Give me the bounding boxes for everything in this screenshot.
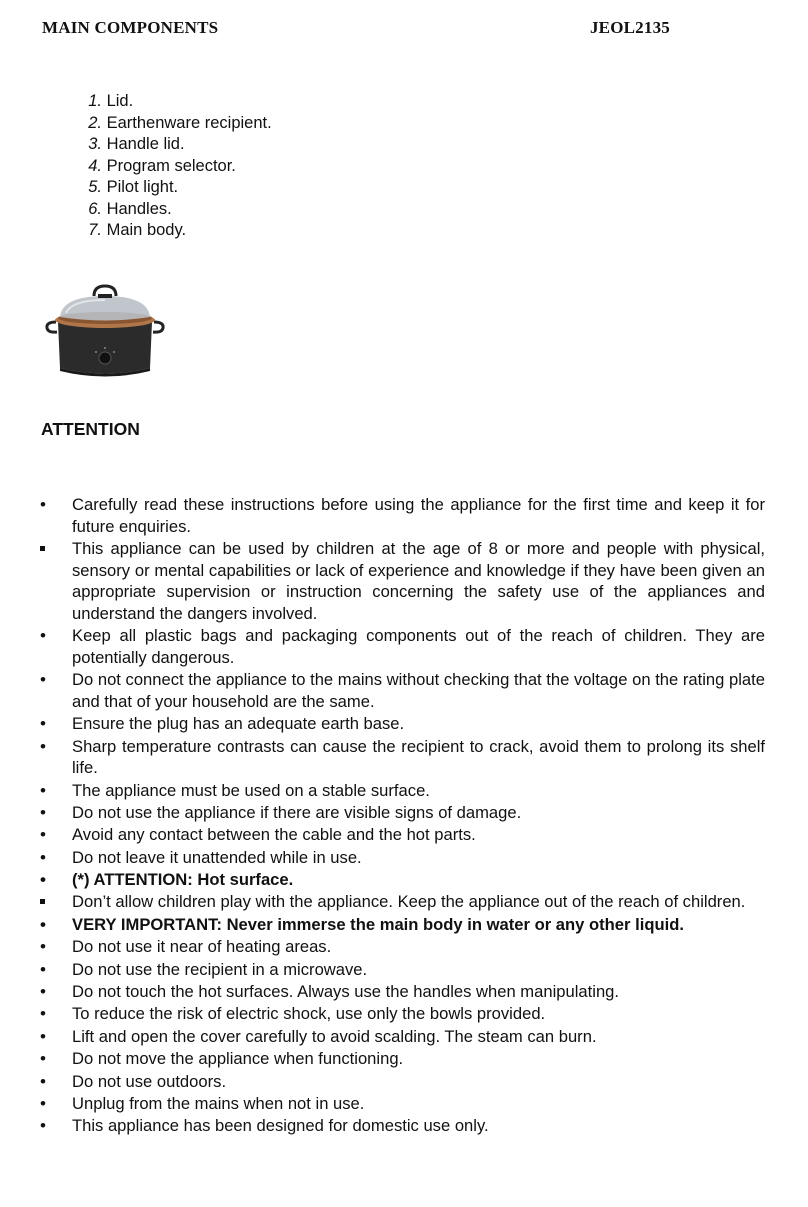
warning-item (0, 538, 765, 624)
warning-item (0, 1026, 765, 1048)
bullet-icon (40, 1003, 54, 1025)
bullet-icon (40, 936, 54, 958)
component-label: Main body. (106, 221, 187, 239)
warning-item (0, 824, 765, 846)
warning-text: Carefully read these instructions before using the appliance for the first time and keep it for future enquiries. (72, 495, 765, 536)
warning-text: To reduce the risk of electric shock, use only the bowls provided. (72, 1004, 546, 1024)
component-label: Program selector. (106, 156, 236, 175)
section-title: MAIN COMPONENTS (42, 18, 219, 37)
bullet-icon (40, 869, 54, 891)
component-number: 5. (88, 178, 102, 196)
warning-item (0, 802, 765, 824)
warning-item (0, 1071, 765, 1093)
warning-item (0, 713, 765, 735)
warning-item (0, 669, 765, 712)
bullet-icon (40, 802, 54, 824)
warning-text: Don’t allow children play with the appliance. Keep the appliance out of the reach of children. (72, 892, 746, 912)
warning-text: This appliance has been designed for domestic use only. (72, 1116, 489, 1136)
bullet-icon (40, 1115, 54, 1137)
bullet-icon (40, 625, 54, 647)
bullet-icon (40, 914, 54, 936)
warning-item (0, 936, 765, 958)
square-bullet-icon (40, 538, 54, 560)
bullet-icon (40, 1026, 54, 1048)
warning-text: Do not move the appliance when functioning. (72, 1049, 404, 1069)
component-number: 6. (88, 199, 102, 218)
slow-cooker-icon (42, 282, 168, 382)
warnings-list (0, 494, 808, 1138)
warning-text: (*) ATTENTION: Hot surface. (72, 870, 294, 890)
warning-text: VERY IMPORTANT: Never immerse the main body in water or any other liquid. (72, 914, 684, 934)
bullet-icon (40, 494, 54, 516)
components-list (64, 91, 272, 242)
warning-item (0, 847, 765, 869)
slow-cooker-image (42, 282, 168, 382)
component-label: Pilot light. (106, 178, 179, 196)
bullet-icon (40, 824, 54, 846)
warning-text: Do not use it near of heating areas. (72, 937, 332, 957)
warning-text: Lift and open the cover carefully to avoid scalding. The steam can burn. (72, 1026, 597, 1046)
component-number: 4. (88, 156, 102, 175)
bullet-icon (40, 959, 54, 981)
bullet-icon (40, 1071, 54, 1093)
warning-item (0, 891, 765, 913)
component-label: Handle lid. (106, 135, 185, 153)
warning-text: Sharp temperature contrasts can cause the recipient to crack, avoid them to prolong its shelf life. (72, 736, 765, 778)
warning-text: Unplug from the mains when not in use. (72, 1093, 365, 1113)
warning-text: Do not use the recipient in a microwave. (72, 959, 368, 979)
component-number: 2. (88, 113, 102, 132)
warning-item (0, 1093, 765, 1115)
warning-text: Do not use outdoors. (72, 1071, 227, 1091)
component-item (64, 199, 272, 221)
warning-text: Ensure the plug has an adequate earth base. (72, 714, 405, 734)
component-number: 7. (88, 221, 102, 239)
bullet-icon (40, 847, 54, 869)
model-number: JEOL2135 (589, 18, 670, 37)
warning-item (0, 914, 765, 936)
component-label: Lid. (106, 92, 134, 110)
warning-item (0, 494, 765, 537)
warning-item (0, 736, 765, 779)
bullet-icon (40, 1048, 54, 1070)
warning-item (0, 959, 765, 981)
warning-item (0, 1003, 765, 1025)
warning-item (0, 1048, 765, 1070)
bullet-icon (40, 981, 54, 1003)
bullet-icon (40, 1093, 54, 1115)
component-item (64, 113, 272, 135)
warning-text: Do not use the appliance if there are visible signs of damage. (72, 802, 522, 822)
bullet-icon (40, 780, 54, 802)
component-item (64, 177, 272, 199)
component-number: 3. (88, 135, 102, 153)
attention-heading: ATTENTION (41, 419, 140, 439)
warning-text: Avoid any contact between the cable and the hot parts. (72, 825, 476, 845)
warning-item (0, 625, 765, 668)
warning-item (0, 1115, 765, 1137)
warning-text: Do not touch the hot surfaces. Always use the handles when manipulating. (72, 982, 620, 1002)
square-bullet-icon (40, 891, 54, 913)
warning-item (0, 869, 765, 891)
component-item (64, 156, 272, 178)
component-label: Handles. (106, 199, 172, 218)
warning-item (0, 780, 765, 802)
warning-text: Do not leave it unattended while in use. (72, 847, 362, 867)
component-item (64, 134, 272, 156)
component-label: Earthenware recipient. (106, 113, 272, 132)
component-number: 1. (88, 92, 102, 110)
warning-text: Keep all plastic bags and packaging components out of the reach of children. They are potentially dangerous. (72, 626, 765, 667)
component-item (64, 91, 272, 113)
warning-text: Do not connect the appliance to the mains without checking that the voltage on the rating plate and that of your household are the same. (72, 670, 765, 711)
component-item (64, 220, 272, 242)
bullet-icon (40, 669, 54, 691)
bullet-icon (40, 736, 54, 758)
bullet-icon (40, 713, 54, 735)
warning-text: The appliance must be used on a stable surface. (72, 780, 430, 800)
warning-item (0, 981, 765, 1003)
warning-text: This appliance can be used by children at the age of 8 or more and people with physical, sensory or mental capabilities or lack of experience and knowledge if they have been given an appropriate supervision or instruction concerning the safety use of the appliances and understand the dangers involved. (72, 538, 765, 623)
page-header (42, 18, 670, 40)
